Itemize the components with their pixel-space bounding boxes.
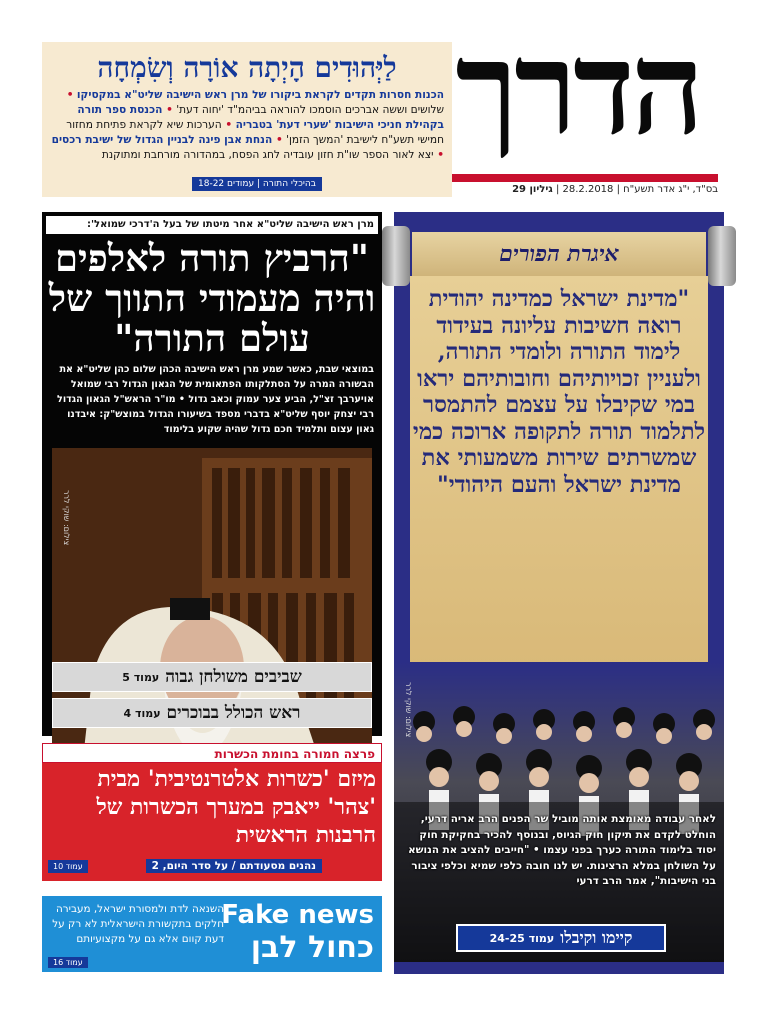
- scroll-rod-icon: [708, 226, 736, 286]
- bullet-icon: •: [221, 119, 233, 131]
- fake-news-story[interactable]: [42, 896, 382, 972]
- parchment: [410, 276, 708, 668]
- issue-line: [512, 184, 718, 195]
- fake-news-page-tag[interactable]: עמוד 16: [48, 957, 88, 968]
- main-story-headline: "הרביץ תורה לאלפים והיה מעמודי התווך של עולם התורה": [48, 236, 376, 360]
- purim-photo-credit: צילום: שוקי לרר: [404, 682, 413, 738]
- teaser-items: [50, 88, 444, 163]
- kashrut-headline: מיזם 'כשרות אלטרנטיבית' מבית 'צהר' ייאבק במערך הכשרות של הרבנות הראשית: [96, 766, 376, 848]
- bullet-icon: •: [66, 89, 74, 101]
- fake-news-title: Fake news: [221, 900, 374, 930]
- inner-ref-1[interactable]: [52, 662, 372, 692]
- teaser-box[interactable]: [42, 42, 452, 197]
- teaser-item: יצא לאור הספר שו"ת חזון עובדיה לחג הפסח, במהדורה מורחבת ומתוקנת: [101, 149, 434, 161]
- inner-ref-title: שביבים משולחן גבוה: [165, 667, 302, 687]
- teaser-item: הכנות חסרות תקדים לקראת ביקורו של מרן ראש הישיבה שליט"א במקסיקו: [76, 89, 444, 101]
- purim-quote: "מדינת ישראל כמדינה יהודית רואה חשיבות עליונה בעידוד לימוד התורה ולומדי התורה, ולעניין זכויותיהם וחובותיהם יראו במי שקיבלו על עצמם להתמסר לתלמוד תורה לתקופה ארוכה כמי שמשרתים שירות משמעותי את מדינת ישראל והעם היהודי": [412, 286, 706, 498]
- scroll-rod-icon: [382, 226, 410, 286]
- masthead-title: הדרך: [455, 14, 701, 164]
- purim-story[interactable]: [394, 212, 724, 974]
- teaser-item: הערכות שיא לקראת פתיחת מחזור חמישי תשע"ח לישיבת 'המשך הזמן': [66, 119, 444, 146]
- date-line: בס"ד, י"ג אדר תשע"ח | 28.2.2018 |: [555, 184, 718, 195]
- issue-number: גיליון 29: [512, 184, 553, 195]
- inner-ref-title: ראש הכולל בבוכרים: [166, 703, 301, 723]
- main-story-kicker: מרן ראש הישיבה שליט"א אחר מיטתו של בעל ה'דרכי שמואל':: [46, 216, 378, 234]
- main-story[interactable]: [42, 212, 382, 736]
- photo-credit: צילום: שוקי לרר: [62, 490, 71, 546]
- teaser-title: לַיְּהוּדִים הָיְתָה אוֹרָה וְשִׂמְחָה: [97, 51, 397, 84]
- kashrut-sub: נהנים מסעודתם / על סדר היום, 2: [146, 859, 322, 873]
- inner-ref-2[interactable]: [52, 698, 372, 728]
- kashrut-kicker: פרצה חמורה בחומת הכשרות: [42, 743, 382, 763]
- scroll-title: איגרת הפורים: [412, 232, 706, 276]
- bullet-icon: •: [162, 104, 173, 116]
- teaser-page-tag[interactable]: בהיכלי התורה | עמודים 18-22: [192, 177, 322, 191]
- teaser-item: הכנסת ספר תורה בקהילת חניכי הישיבות 'שערי דעת' בטבריה: [77, 104, 444, 131]
- inner-ref-page: עמוד 5: [122, 670, 160, 684]
- kashrut-story[interactable]: [42, 743, 382, 881]
- inner-ref-page: עמוד 4: [123, 706, 161, 720]
- fake-news-text: השנאה לדת ולמסורת ישראל, מעבירה חלקים בתקשורת הישראלית לא רק על דעת קוום אלא גם על מקצועיותם: [52, 903, 224, 945]
- kashrut-page-tag[interactable]: עמוד 10: [48, 860, 88, 873]
- fake-news-subtitle: כחול לבן: [250, 930, 374, 965]
- masthead-red-bar: [438, 174, 718, 182]
- purim-ref-title: קיימו וקיבלו: [560, 928, 633, 947]
- purim-caption: לאחר עבודה מאומצת אותה מוביל שר הפנים הרב אריה דרעי, הוחלט לקדם את תיקון חוק הגיוס, ובנוסף להכיר בחקיקת חוק יסוד בלימוד התורה כערך בפני עצמו • "חייבים להציב את הנושא על השולחן במלא הרצינות. יש לנו חובה כלפי שמיא וכלפי ציבור בני הישיבות", אמר הרב דרעי: [408, 813, 716, 887]
- masthead: [428, 14, 728, 195]
- purim-page-ref[interactable]: [456, 924, 666, 952]
- teaser-item: שלושים וששה אברכים הוסמכו להוראה בביהמ"ד 'יחוה דעת': [176, 104, 444, 116]
- bullet-icon: •: [433, 149, 444, 161]
- main-story-lede: במוצאי שבת, כאשר שמע מרן ראש הישיבה הכהן שלום כהן שליט"א את הבשורה המרה על הסתלקותו הפתאומית של הגאון הגדול רבי שמואל אויערבך זצ"ל, הביע צער עמוק וכאב גדול • מו"ר הראש"ל הגאון הגדול רבי יצחק יוסף שליט"א בדברי מספד בשיעורו הגדול במוצש"ק: איבדנו גאון עצום ותלמיד חכם גדול שהיה שקוע בלימוד: [57, 364, 374, 435]
- bullet-icon: •: [272, 134, 283, 146]
- purim-ref-page: עמוד 24-25: [489, 931, 555, 945]
- teaser-item: הנחת אבן פינה לבניין הגדול של ישיבת רכסים: [51, 134, 273, 146]
